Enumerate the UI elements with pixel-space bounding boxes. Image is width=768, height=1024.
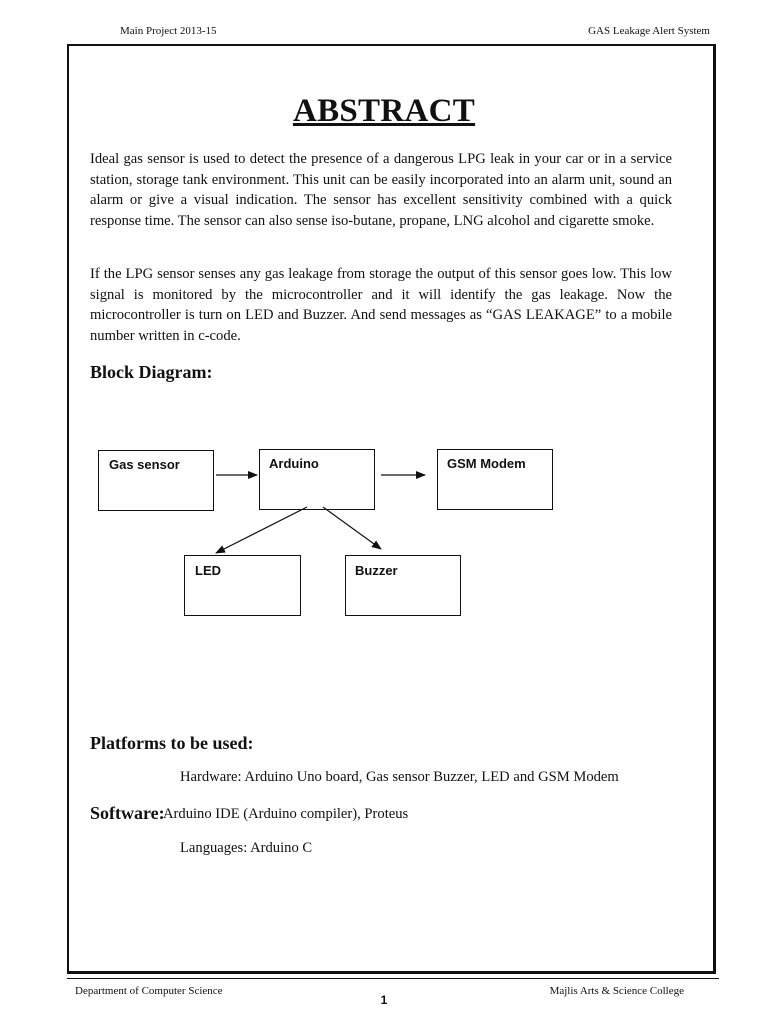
footer-department: Department of Computer Science [75, 985, 223, 997]
node-led-label: LED [195, 563, 221, 578]
footer-college: Majlis Arts & Science College [549, 985, 684, 997]
abstract-paragraph-1: Ideal gas sensor is used to detect the presence of a dangerous LPG leak in your car or in a service station, storage tank environment. This unit can be easily incorporated into an alarm unit, sound an alarm or give a visual indication. The sensor has excellent sensitivity combined with a quick response time. The sensor can also sense iso-butane, propane, LNG alcohol and cigarette smoke. [90, 151, 672, 229]
page-number: 1 [380, 993, 388, 1007]
node-arduino-label: Arduino [269, 456, 319, 471]
node-buzzer-label: Buzzer [355, 563, 398, 578]
platforms-heading: Platforms to be used: [90, 733, 254, 753]
page-title: ABSTRACT [292, 93, 476, 129]
node-gas-sensor-label: Gas sensor [109, 457, 180, 472]
software-label: Software: [90, 803, 165, 823]
block-diagram-heading: Block Diagram: [90, 362, 213, 382]
abstract-paragraph-2: If the LPG sensor senses any gas leakage from storage the output of this sensor goes low. This low signal is monitored by the microcontroller and it will identify the gas leakage. Now the microcontroller is turn on LED and Buzzer. And send messages as “GAS LEAKAGE” to a mobile number written in c-code. [90, 266, 672, 344]
page-border-shadow [67, 978, 719, 979]
languages-line: Languages: Arduino C [180, 840, 313, 856]
software-text: Arduino IDE (Arduino compiler), Proteus [163, 806, 409, 822]
header-title: GAS Leakage Alert System [588, 25, 710, 37]
header-project: Main Project 2013-15 [120, 25, 217, 37]
node-gsm-modem-label: GSM Modem [447, 456, 526, 471]
hardware-line: Hardware: Arduino Uno board, Gas sensor Buzzer, LED and GSM Modem [180, 769, 619, 785]
